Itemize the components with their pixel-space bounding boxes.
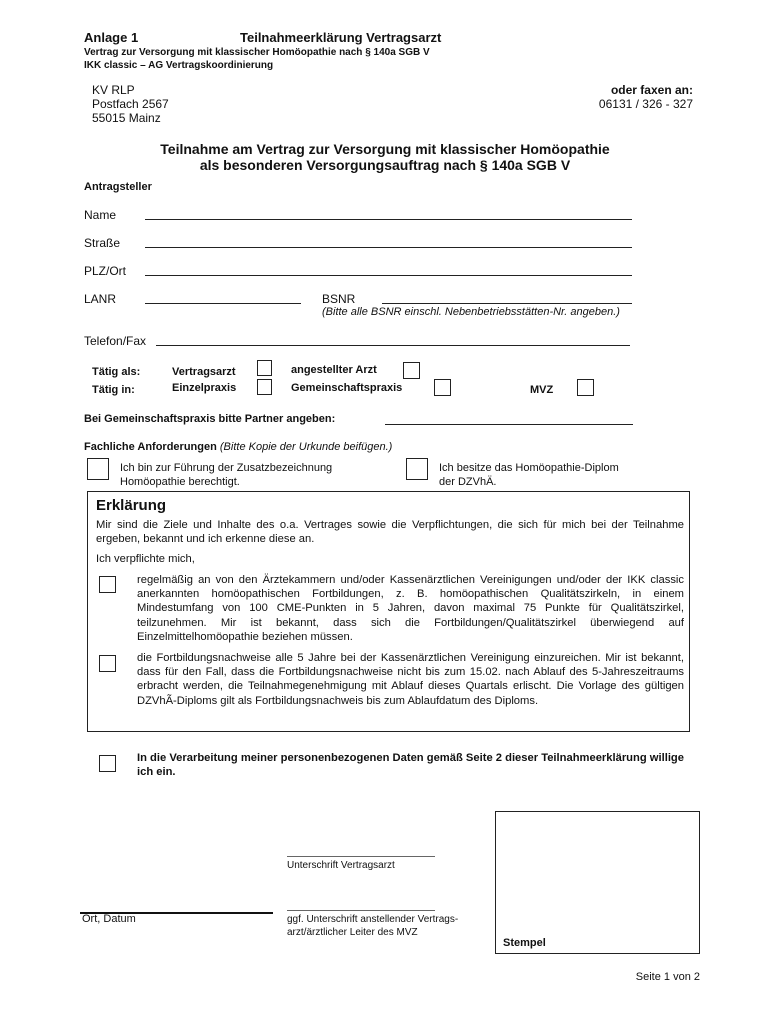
partner-field[interactable] [385, 412, 633, 425]
taetig-in-label: Tätig in: [92, 384, 135, 396]
signature-mvz-line[interactable] [287, 900, 435, 911]
angestellter-arzt-label: angestellter Arzt [291, 364, 377, 376]
signature-vertragsarzt-label: Unterschrift Vertragsarzt [287, 860, 395, 871]
partner-label: Bei Gemeinschaftspraxis bitte Partner angeben: [84, 413, 336, 425]
gemeinschaftspraxis-label: Gemeinschaftspraxis [291, 382, 403, 394]
bsnr-label: BSNR [322, 292, 356, 306]
vertragsarzt-label: Vertragsarzt [172, 366, 236, 378]
diplom-checkbox[interactable] [406, 458, 428, 480]
signature-vertragsarzt-line[interactable] [287, 846, 435, 857]
address-line-3: 55015 Mainz [92, 111, 161, 125]
lanr-label: LANR [84, 292, 117, 306]
nachweis-checkbox[interactable] [99, 655, 116, 672]
fortbildung-text: regelmäßig an von den Ärztekammern und/oder Kassenärztlichen Vereinigungen und/oder der IKK classic anerkannten homöopathischen Fortbildungen, z. B. homöopathischen Qualitätszirkeln, in einem Mindestumfang von 100 CME-Punkten in 5 Jahren, davon maximal 75 Punkte für Qualitätszirkel, teilzunehmen. Mir ist bekannt, dass sich die Fortbildungen/Qualitätszirkel überwiegend auf Einzelmittelhomöopathie beziehen müssen. [137, 574, 684, 643]
plz-ort-field[interactable] [145, 263, 632, 276]
bsnr-field[interactable] [382, 291, 632, 304]
signature-mvz-line-2: arzt/ärztlicher Leiter des MVZ [287, 927, 418, 938]
zusatzbezeichnung-line-2: Homöopathie berechtigt. [120, 476, 240, 488]
contract-subtitle: Vertrag zur Versorgung mit klassischer Homöopathie nach § 140a SGB V [84, 47, 430, 58]
page-number: Seite 1 von 2 [635, 971, 700, 983]
mvz-checkbox[interactable] [577, 379, 594, 396]
street-label: Straße [84, 236, 121, 250]
ort-datum-label: Ort, Datum [82, 913, 136, 925]
lanr-field[interactable] [145, 291, 301, 304]
einzelpraxis-checkbox[interactable] [257, 379, 272, 395]
requirements-heading: Fachliche Anforderungen [84, 441, 217, 453]
main-title-line-2: als besonderen Versorgungsauftrag nach § 140a SGB V [199, 157, 571, 173]
fax-label: oder faxen an: [610, 83, 693, 97]
anlage-label: Anlage 1 [84, 30, 139, 45]
requirements-note: (Bitte Kopie der Urkunde beifügen.) [219, 441, 393, 453]
address-line-1: KV RLP [92, 83, 135, 97]
contract-party: IKK classic – AG Vertragskoordinierung [84, 60, 274, 71]
street-field[interactable] [145, 235, 632, 248]
address-line-2: Postfach 2567 [92, 97, 169, 111]
stamp-label: Stempel [503, 937, 546, 949]
telefon-fax-label: Telefon/Fax [84, 334, 147, 348]
declaration-heading: Erklärung [96, 497, 167, 514]
declaration-commit: Ich verpflichte mich, [96, 553, 195, 565]
requirements-heading-row [84, 441, 392, 453]
applicant-heading: Antragsteller [84, 181, 152, 193]
main-title-line-1: Teilnahme am Vertrag zur Versorgung mit klassischer Homöopathie [160, 141, 610, 157]
gemeinschaftspraxis-checkbox[interactable] [434, 379, 451, 396]
name-field[interactable] [145, 207, 632, 220]
signature-mvz-line-1: ggf. Unterschrift anstellender Vertrags- [287, 914, 459, 925]
fax-number: 06131 / 326 - 327 [598, 97, 693, 111]
telefon-fax-field[interactable] [156, 333, 630, 346]
mvz-label: MVZ [530, 384, 554, 396]
bsnr-note: (Bitte alle BSNR einschl. Nebenbetriebsstätten-Nr. angeben.) [322, 306, 620, 318]
consent-checkbox[interactable] [99, 755, 116, 772]
vertragsarzt-checkbox[interactable] [257, 360, 272, 376]
taetig-als-label: Tätig als: [92, 366, 141, 378]
declaration-intro: Mir sind die Ziele und Inhalte des o.a. Vertrages sowie die Verpflichtungen, die sich für mich bei der Teilnahme ergeben, bekannt und ich erkenne diese an. [96, 519, 684, 546]
fortbildung-checkbox[interactable] [99, 576, 116, 593]
plz-ort-label: PLZ/Ort [84, 264, 127, 278]
diplom-line-1: Ich besitze das Homöopathie-Diplom [439, 462, 619, 474]
angestellter-arzt-checkbox[interactable] [403, 362, 420, 379]
consent-text: In die Verarbeitung meiner personenbezogenen Daten gemäß Seite 2 dieser Teilnahmeerklärung willige ich ein. [137, 752, 684, 779]
nachweis-text: die Fortbildungsnachweise alle 5 Jahre bei der Kassenärztlichen Vereinigung einzureichen. Mir ist bekannt, dass für den Fall, dass die Fortbildungsnachweise nicht bis zum 15.02. nach Ablauf des 5-Jahreszeitraums erbracht werden, die Teilnahmegenehmigung mit Ablauf dieses Quartals erlischt. Die Vorlage des gültigen DZVhÃ-Diploms gilt als Fortbildungsnachweis bis zum Ablaufdatum des Diploms. [137, 652, 684, 707]
stamp-box[interactable] [495, 811, 700, 954]
einzelpraxis-label: Einzelpraxis [172, 382, 237, 394]
zusatzbezeichnung-line-1: Ich bin zur Führung der Zusatzbezeichnung [120, 462, 333, 474]
form-title: Teilnahmeerklärung Vertragsarzt [240, 30, 442, 45]
name-label: Name [84, 208, 117, 222]
zusatzbezeichnung-checkbox[interactable] [87, 458, 109, 480]
diplom-line-2: der DZVhÄ. [439, 476, 497, 488]
